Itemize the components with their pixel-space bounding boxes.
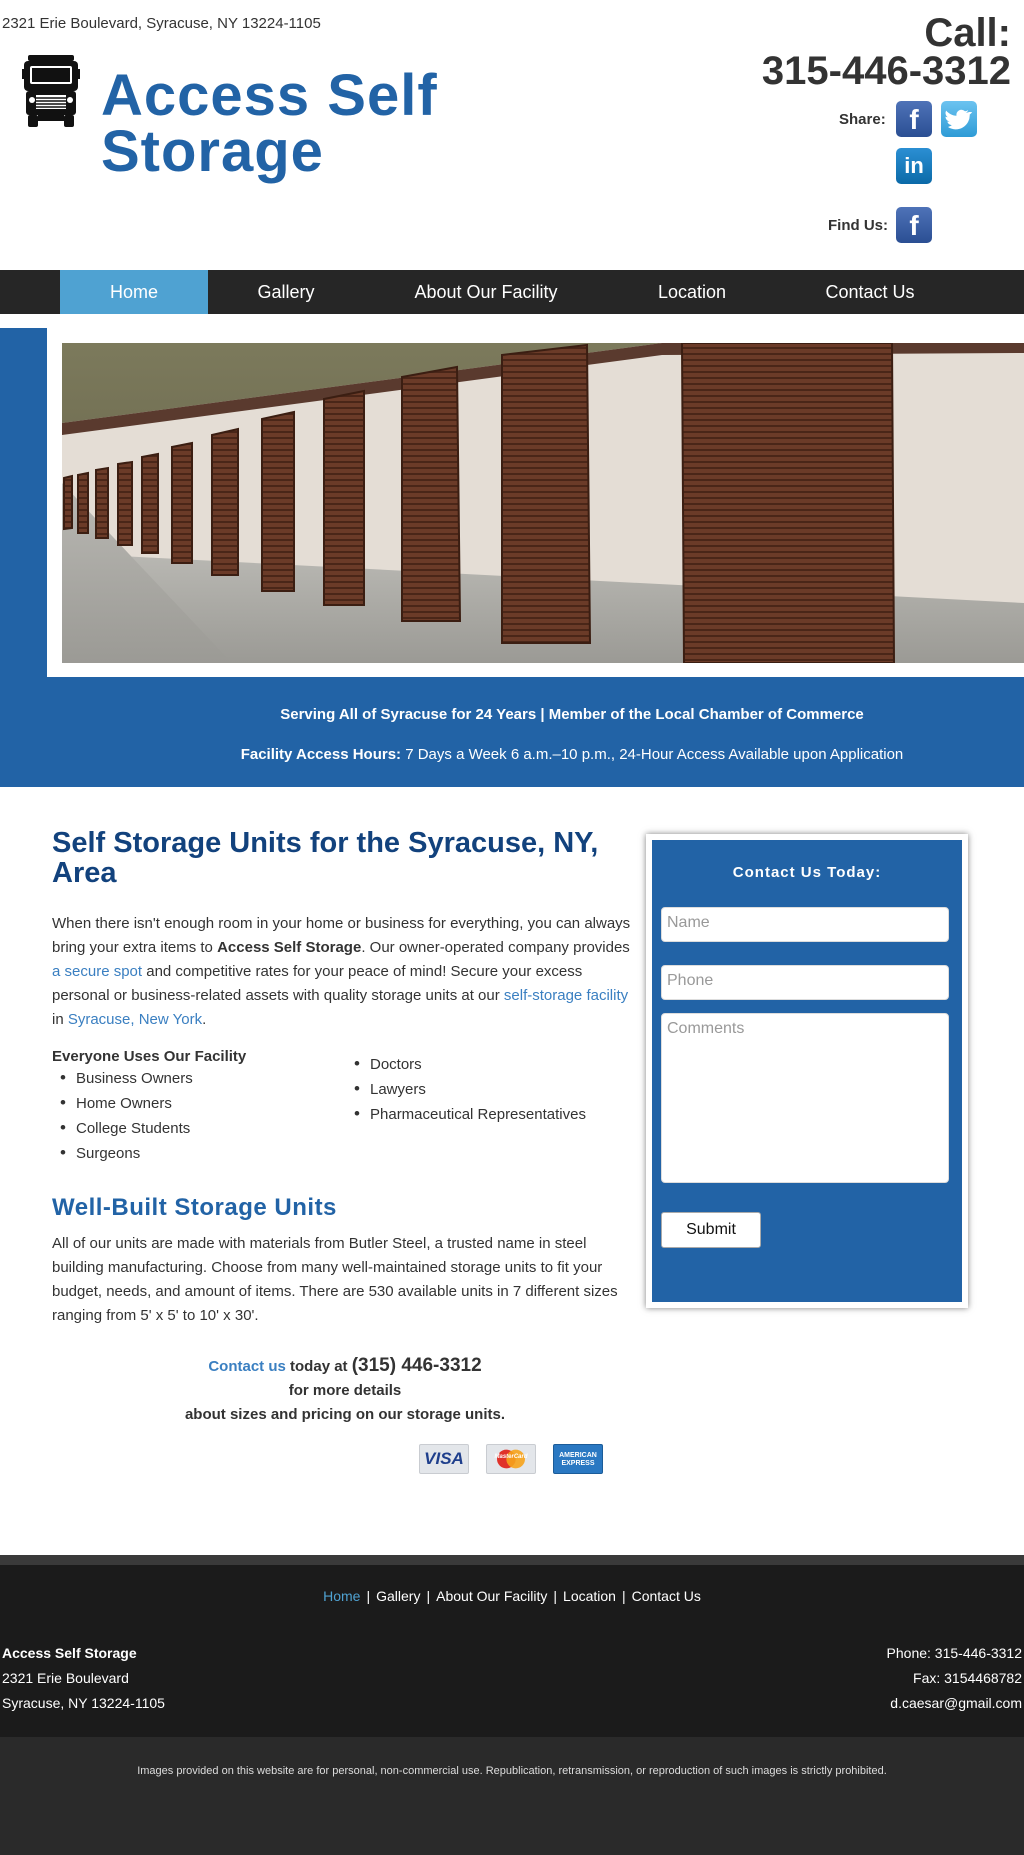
- amex-card-icon: [553, 1444, 603, 1474]
- footer-nav-location[interactable]: Location: [563, 1588, 616, 1604]
- call-label: Call:: [924, 11, 1011, 55]
- footer-company: Access Self Storage: [2, 1645, 137, 1661]
- main-nav: [0, 270, 1024, 314]
- name-input[interactable]: Name: [661, 907, 949, 942]
- self-storage-facility-link[interactable]: self-storage facility: [503, 987, 629, 1004]
- footer-separator: |: [366, 1588, 371, 1604]
- list-heading: Everyone Uses Our Facility: [52, 1048, 247, 1065]
- twitter-share-icon[interactable]: [941, 101, 977, 137]
- facility-users: [52, 1048, 638, 1176]
- footer-divider: [0, 1555, 1024, 1565]
- nav-location[interactable]: Location: [657, 282, 727, 302]
- phone-input[interactable]: Phone: [661, 965, 949, 1000]
- find-us-label: Find Us:: [828, 217, 888, 234]
- nav-home[interactable]: Home: [60, 270, 208, 314]
- syracuse-link[interactable]: Syracuse, New York: [67, 1011, 203, 1028]
- list-item: • Business Owners: [64, 1066, 193, 1091]
- footer-nav-about[interactable]: About Our Facility: [436, 1588, 548, 1604]
- amex-text: AMERICAN EXPRESS: [559, 1452, 597, 1467]
- main-content: [52, 828, 638, 1427]
- cta-line-2: for more details: [288, 1382, 402, 1399]
- call-phone[interactable]: 315-446-3312: [761, 49, 1011, 93]
- truck-logo-icon: [22, 55, 80, 127]
- nav-gallery[interactable]: Gallery: [257, 282, 315, 302]
- cta-mid: today at: [285, 1358, 352, 1375]
- bottom-bar: [0, 1737, 1024, 1855]
- secure-spot-link[interactable]: a secure spot: [52, 963, 143, 980]
- hero-top-strip: [0, 314, 1024, 328]
- hero-hours: [0, 746, 1024, 763]
- users-list-a: [64, 1066, 193, 1166]
- cta-line-3: about sizes and pricing on our storage units.: [184, 1406, 506, 1423]
- intro-brand: Access Self Storage: [217, 939, 362, 956]
- brand-name[interactable]: [101, 63, 438, 184]
- visa-card-icon: [419, 1444, 469, 1474]
- mastercard-text: MasterCard: [494, 1454, 528, 1460]
- intro-text-1: When there isn't enough room in your home or business for everything, you can always bring your extra items to: [52, 915, 631, 956]
- footer-street: 2321 Erie Boulevard: [2, 1670, 129, 1686]
- footer-nav-home[interactable]: Home: [323, 1588, 361, 1604]
- users-list-b: [358, 1052, 586, 1127]
- footer-nav-gallery[interactable]: Gallery: [376, 1588, 421, 1604]
- hours-value: 7 Days a Week 6 a.m.–10 p.m., 24-Hour Access Available upon Application: [401, 746, 904, 763]
- intro-paragraph: [52, 912, 638, 1032]
- header: [0, 0, 1024, 270]
- footer-separator: |: [621, 1588, 626, 1604]
- share-label: Share:: [839, 111, 886, 128]
- footer-contact: [887, 1641, 1022, 1716]
- intro-text-3: and competitive rates for your peace of mind! Secure your excess personal or business-related assets with quality storage units at our: [52, 963, 583, 1004]
- linkedin-share-icon[interactable]: in: [896, 148, 932, 184]
- footer-city: Syracuse, NY 13224-1105: [2, 1695, 165, 1711]
- form-title: Contact Us Today:: [732, 864, 882, 881]
- hero-frame: [47, 328, 1024, 677]
- disclaimer: Images provided on this website are for personal, non-commercial use. Republication, retransmission, or reproduction of such images is strictly prohibited.: [137, 1765, 887, 1777]
- footer-email[interactable]: d.caesar@gmail.com: [890, 1695, 1022, 1711]
- contact-form: [652, 840, 962, 1302]
- list-item: • Home Owners: [64, 1091, 193, 1116]
- page-title: Self Storage Units for the Syracuse, NY, Area: [52, 827, 599, 889]
- facebook-find-icon[interactable]: f: [896, 207, 932, 243]
- list-item: • Pharmaceutical Representatives: [358, 1102, 586, 1127]
- nav-contact[interactable]: Contact Us: [825, 282, 915, 302]
- list-item: • Lawyers: [358, 1077, 586, 1102]
- brand-line-2: Storage: [101, 119, 324, 184]
- storage-units-photo: [62, 343, 1024, 663]
- footer: [0, 1565, 1024, 1737]
- contact-us-link[interactable]: Contact us: [208, 1358, 286, 1375]
- call-to-action: [52, 1354, 638, 1427]
- footer-fax: Fax: 3154468782: [913, 1670, 1022, 1686]
- list-item: • Doctors: [358, 1052, 586, 1077]
- section-title-well-built: Well-Built Storage Units: [52, 1194, 337, 1221]
- well-built-paragraph: All of our units are made with materials from Butler Steel, a trusted name in steel building manufacturing. Choose from many well-maintained storage units to fit your budget, needs, and amount of items. There are 530 available units in 7 different sizes ranging from 5' x 5' to 10' x 30'.: [52, 1235, 618, 1324]
- intro-text-5: .: [202, 1011, 207, 1028]
- contact-form-box: [646, 834, 968, 1308]
- footer-nav-contact[interactable]: Contact Us: [631, 1588, 701, 1604]
- nav-about[interactable]: About Our Facility: [414, 282, 558, 302]
- submit-button[interactable]: Submit: [661, 1212, 761, 1248]
- visa-text: VISA: [424, 1449, 464, 1468]
- cta-phone[interactable]: (315) 446-3312: [351, 1355, 482, 1376]
- brand-line-1: Access Self: [101, 63, 438, 128]
- hero-banner: [0, 314, 1024, 787]
- intro-text-2: . Our owner-operated company provides: [361, 939, 630, 956]
- list-item: • Surgeons: [64, 1141, 193, 1166]
- intro-text-4: in: [52, 1011, 68, 1028]
- footer-phone[interactable]: Phone: 315-446-3312: [886, 1645, 1022, 1661]
- footer-separator: |: [426, 1588, 431, 1604]
- call-block: [761, 11, 1011, 93]
- header-address: 2321 Erie Boulevard, Syracuse, NY 13224-1105: [2, 15, 321, 32]
- list-item: • College Students: [64, 1116, 193, 1141]
- mastercard-icon: [486, 1444, 536, 1474]
- facebook-share-icon[interactable]: f: [896, 101, 932, 137]
- footer-address: [2, 1641, 165, 1716]
- footer-nav: [0, 1588, 1024, 1604]
- hours-label: Facility Access Hours:: [240, 746, 402, 763]
- hero-tagline: Serving All of Syracuse for 24 Years | Member of the Local Chamber of Commerce: [280, 706, 864, 723]
- footer-separator: |: [553, 1588, 558, 1604]
- comments-textarea[interactable]: Comments: [661, 1013, 949, 1183]
